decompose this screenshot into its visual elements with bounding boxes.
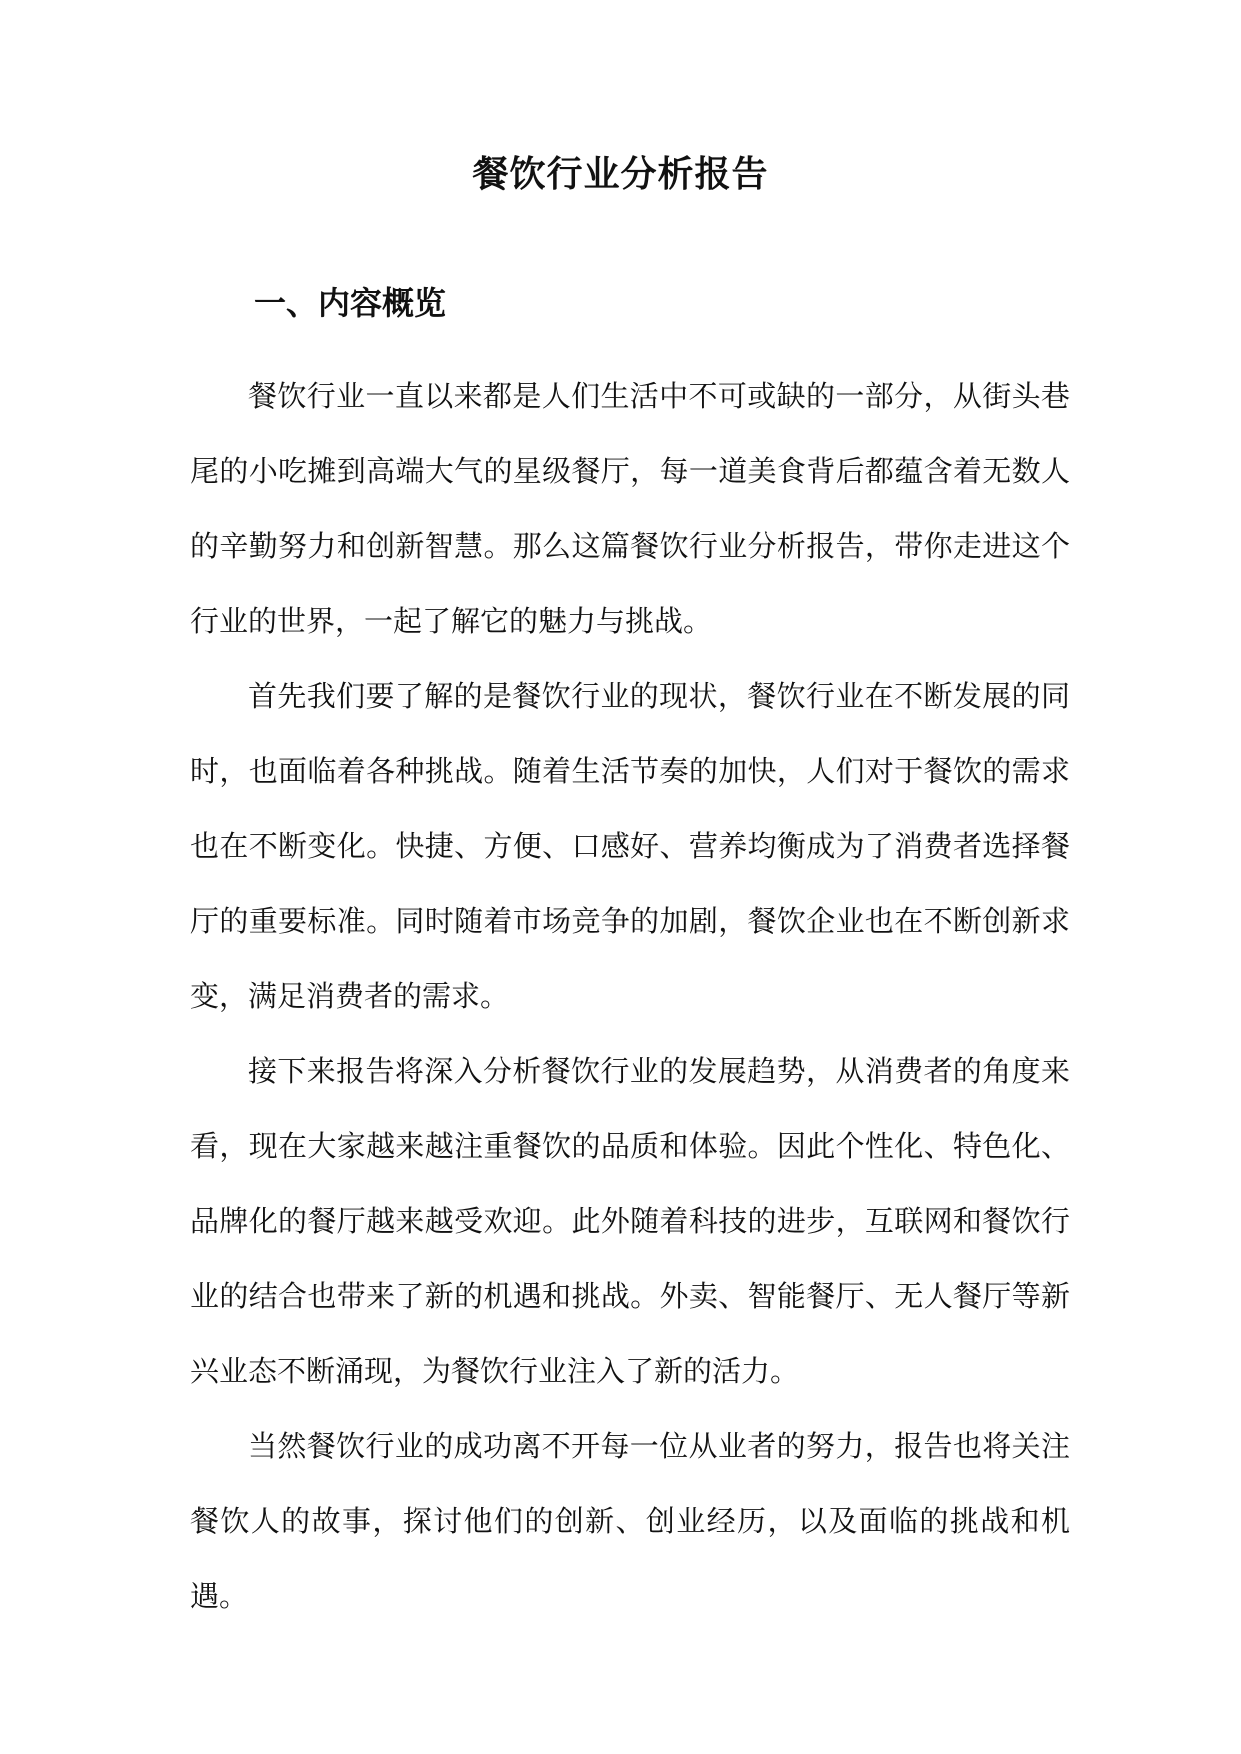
paragraph-3: 接下来报告将深入分析餐饮行业的发展趋势，从消费者的角度来看，现在大家越来越注重餐饮的品质和体验。因此个性化、特色化、品牌化的餐厅越来越受欢迎。此外随着科技的进步，互联网和餐饮行业的结合也带来了新的机遇和挑战。外卖、智能餐厅、无人餐厅等新兴业态不断涌现，为餐饮行业注入了新的活力。 [190,1054,1070,1388]
paragraph-1: 餐饮行业一直以来都是人们生活中不可或缺的一部分，从街头巷尾的小吃摊到高端大气的星级餐厅，每一道美食背后都蕴含着无数人的辛勤努力和创新智慧。那么这篇餐饮行业分析报告，带你走进这个行业的世界，一起了解它的魅力与挑战。 [190,379,1070,638]
document-title: 餐饮行业分析报告 [472,154,769,195]
paragraph-2: 首先我们要了解的是餐饮行业的现状，餐饮行业在不断发展的同时，也面临着各种挑战。随着生活节奏的加快，人们对于餐饮的需求也在不断变化。快捷、方便、口感好、营养均衡成为了消费者选择餐厅的重要标准。同时随着市场竞争的加剧，餐饮企业也在不断创新求变，满足消费者的需求。 [190,679,1070,1013]
paragraph-4: 当然餐饮行业的成功离不开每一位从业者的努力，报告也将关注餐饮人的故事，探讨他们的创新、创业经历，以及面临的挑战和机遇。 [190,1429,1070,1613]
section-heading: 一、内容概览 [254,284,447,322]
document-body [190,359,1070,1634]
